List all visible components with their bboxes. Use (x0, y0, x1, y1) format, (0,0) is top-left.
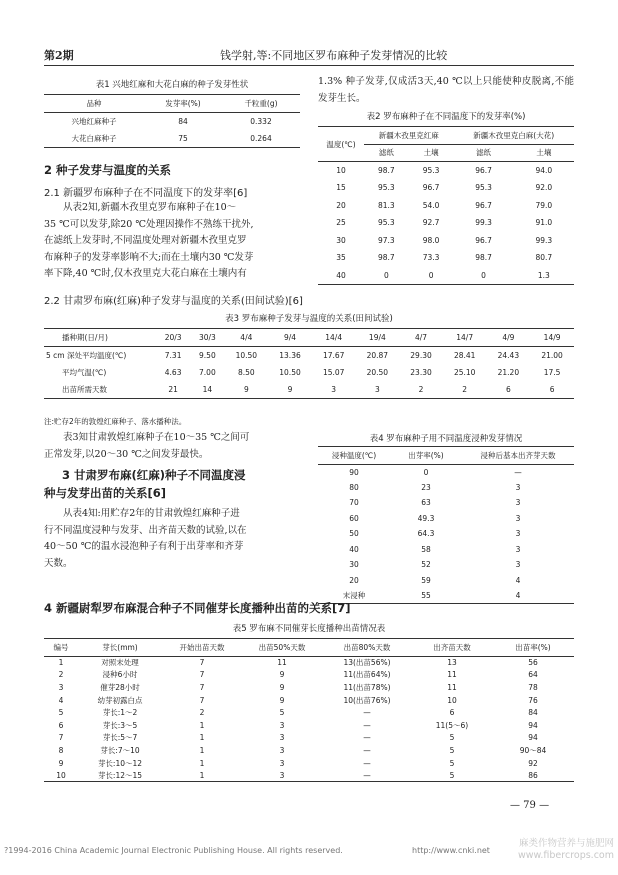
table-cell: 54.0 (422, 200, 440, 210)
table-cell: 7 (199, 670, 205, 680)
table-row (44, 694, 574, 707)
text-line: 从表2知,新疆木孜里克罗布麻种子在10～ (63, 202, 237, 213)
table-cell: 20.50 (366, 367, 389, 377)
table-cell: 73.3 (422, 253, 440, 263)
table-cell: 20.87 (366, 350, 389, 360)
table3-discussion (44, 430, 308, 463)
table-cell: 3 (279, 758, 285, 768)
text-line: 率下降,40 ℃时,仅木孜里克大花白麻在土壤内有 (44, 268, 247, 279)
table1-caption: 表1 兴地红麻和大花白麻的种子发芽性状 (95, 80, 249, 90)
table2-subheader: 土壤 (536, 148, 552, 158)
table-cell: 3 (279, 770, 285, 780)
table-cell: 28.41 (453, 350, 476, 360)
right-top-paragraph: 1.3% 种子发芽,仅成活3天,40 ℃以上只能使种皮脱离,不能发芽生长。 (318, 76, 574, 104)
table-cell: 9.50 (199, 350, 216, 360)
table3-date-header: 14/9 (543, 332, 561, 342)
table-cell: 3 (515, 498, 521, 508)
table-cell: 13.36 (279, 350, 301, 360)
table-cell: 10.50 (279, 367, 301, 377)
table-cell: 7 (58, 733, 64, 743)
table-cell: 79.0 (535, 200, 553, 210)
table-cell: — (363, 720, 371, 730)
table-cell: 23 (421, 482, 431, 492)
table3-date-header: 4/4 (240, 332, 253, 342)
table-cell: 99.3 (535, 235, 553, 245)
table2-subheader: 土壤 (423, 148, 439, 158)
table3-date-header: 9/4 (283, 332, 297, 342)
table-cell: 14 (202, 385, 213, 394)
table-cell: 97.3 (378, 235, 395, 245)
table-cell: 对照末处理 (101, 658, 139, 668)
table-cell: 92 (528, 758, 538, 768)
table-cell: 15.07 (322, 367, 345, 377)
table-cell: 0.264 (250, 133, 272, 143)
table-cell: 96.7 (422, 183, 440, 193)
table-cell: 1 (199, 770, 205, 780)
table-cell: 17.67 (322, 350, 345, 360)
table-cell: 6 (549, 385, 555, 394)
table-cell: 91.0 (535, 218, 553, 228)
table-cell: — (514, 467, 522, 477)
table-cell: 5 (449, 758, 455, 768)
table-row (44, 719, 574, 732)
table4-caption: 表4 罗布麻种子用不同温度浸种发芽情况 (369, 434, 523, 444)
table-cell: 芽长:10～12 (97, 758, 143, 768)
table-row (44, 656, 574, 669)
table-row (318, 249, 574, 267)
section3-paragraph (44, 506, 308, 572)
table-cell: 92.0 (535, 183, 553, 193)
table-cell: 8.50 (237, 367, 255, 377)
table-cell: 99.3 (475, 218, 492, 228)
table-cell: 95.3 (378, 218, 395, 228)
table5-header: 编号 (53, 642, 69, 652)
table-cell: 兴地红麻种子 (71, 116, 117, 126)
table1-header: 千粒重(g) (244, 98, 278, 108)
table-row (318, 197, 574, 215)
table5-header: 出苗率(%) (515, 642, 551, 652)
table-cell: 7.31 (164, 350, 182, 360)
table5-header: 芽长(mm) (102, 642, 138, 652)
table-cell: 13 (447, 658, 457, 668)
table4 (318, 446, 574, 604)
table-cell: 3 (515, 529, 521, 539)
section2-1-title: 2.1 新疆罗布麻种子在不同温度下的发芽率[6] (44, 188, 248, 199)
table-cell: 11 (447, 682, 457, 692)
table-cell: 96.7 (475, 166, 492, 175)
table-cell: 3 (279, 745, 285, 755)
table-cell: 52 (421, 560, 431, 570)
table-cell: 64.3 (417, 529, 435, 539)
table-cell: 20 (336, 200, 346, 210)
table-cell: 芽长:7～10 (100, 745, 140, 755)
table-cell: 6 (58, 720, 64, 730)
table1-header: 发芽率(%) (165, 98, 201, 108)
text-line: 35 ℃可以发芽,除20 ℃处理因操作不熟练干扰外, (44, 218, 254, 230)
table-row (44, 681, 574, 694)
table-cell: 11(出苗64%) (343, 670, 391, 680)
table5-header: 出齐苗天数 (433, 642, 471, 652)
table-cell: 0 (383, 270, 389, 280)
table-cell: 98.7 (475, 253, 492, 263)
table-cell: 50 (349, 529, 359, 539)
table-cell: 5 (449, 733, 455, 743)
section2-2-title: 2.2 甘肃罗布麻(红麻)种子发芽与温度的关系(田间试验)[6] (44, 296, 303, 307)
table-cell: 17.5 (543, 367, 561, 377)
table-cell: 1 (199, 758, 205, 768)
table2-rowhead: 温度(℃) (318, 127, 364, 162)
table2 (318, 126, 574, 285)
table-cell: 4 (515, 575, 521, 585)
table-cell: 催芽28小时 (100, 682, 140, 692)
table2-subheader: 滤纸 (476, 148, 492, 158)
table5-header: 开始出苗天数 (179, 642, 225, 652)
table-cell: — (363, 733, 371, 743)
table-cell: 6 (449, 708, 455, 718)
table-cell: 96.7 (475, 235, 492, 245)
table1 (44, 94, 300, 148)
table-cell: 90～84 (519, 745, 547, 755)
table-cell: 3 (279, 720, 285, 730)
table-cell: 84 (178, 116, 188, 126)
table-cell: 8 (58, 745, 64, 755)
table-cell: 5 (449, 770, 455, 780)
table-cell: 55 (421, 591, 431, 600)
table-cell: 30 (349, 560, 359, 570)
table-row (44, 364, 574, 382)
table-cell: 9 (243, 385, 249, 394)
table-cell: 76 (528, 695, 538, 705)
table-cell: 13(出苗56%) (343, 658, 391, 668)
section4-title: 4 新疆尉犁罗布麻混合种子不同催芽长度播种出苗的关系[7] (44, 601, 351, 615)
table-cell: 1.3 (537, 270, 550, 280)
table5-header: 出苗80%天数 (343, 642, 391, 652)
table-cell: — (363, 758, 371, 768)
table4-header: 浸种后基本出齐芽天数 (480, 450, 556, 460)
table-cell: 49.3 (417, 513, 435, 523)
table-row (44, 706, 574, 719)
table-cell: 10(出苗76%) (343, 695, 391, 705)
table-cell: 11 (447, 670, 457, 680)
table-cell: 10 (56, 770, 66, 780)
table-cell: 9 (279, 695, 285, 705)
table-cell: 21 (168, 385, 178, 394)
table-cell: 末浸种 (342, 591, 366, 600)
table-row (44, 744, 574, 757)
table-cell: 5 (58, 708, 64, 718)
table-cell: 1 (199, 733, 205, 743)
table-cell: 芽长:5～7 (102, 733, 138, 743)
table-row (44, 381, 574, 399)
table-cell: 78 (528, 682, 538, 692)
table3-row-label: 5 cm 深处平均温度(℃) (46, 350, 127, 360)
table-cell: 64 (528, 670, 538, 680)
table3-date-header: 4/7 (414, 332, 428, 342)
table-cell: — (363, 708, 371, 718)
table-cell: 25 (336, 218, 346, 228)
table-cell: 58 (421, 544, 431, 554)
running-header (44, 44, 574, 66)
table-cell: 95.3 (475, 183, 492, 193)
table3-row-label: 出苗所需天数 (62, 385, 107, 394)
table-cell: 96.7 (475, 200, 492, 210)
text-line: 布麻种子的发芽率影响不大;而在土壤内30 ℃发芽 (44, 251, 254, 263)
table-row (318, 480, 574, 496)
table-cell: 94 (528, 733, 538, 743)
table5-header: 出苗50%天数 (258, 642, 306, 652)
table-cell: 86 (528, 770, 538, 780)
table2-caption: 表2 罗布麻种子在不同温度下的发芽率(%) (366, 112, 526, 122)
table-cell: 98.0 (422, 235, 440, 245)
table-cell: 0 (481, 270, 486, 280)
table3-date-header: 4/9 (502, 332, 515, 342)
table-cell: 15 (336, 183, 346, 193)
table3-date-header: 30/3 (198, 332, 216, 342)
table-cell: 21.00 (541, 350, 563, 360)
table-row (318, 232, 574, 250)
table-row (318, 464, 574, 480)
table-cell: 30 (336, 235, 346, 245)
table3-date-header: 20/3 (164, 332, 182, 342)
copyright-footer: ?1994-2016 China Academic Journal Electronic Publishing House. All rights reserved. (4, 846, 343, 855)
section3-title (44, 466, 308, 502)
table-cell: 80 (349, 482, 359, 492)
table3-date-header: 14/4 (325, 332, 343, 342)
table-cell: 2 (58, 670, 64, 680)
table-cell: 11(出苗78%) (343, 682, 391, 692)
table-cell: 11(5～6) (435, 720, 469, 730)
table-row (318, 214, 574, 232)
table-cell: 芽长:3～5 (102, 720, 138, 730)
table-cell: 芽长:12～15 (97, 770, 143, 780)
table-cell: 4 (515, 591, 521, 600)
table-cell: 6 (505, 385, 511, 394)
table-row (44, 732, 574, 745)
table-cell: 5 (449, 745, 455, 755)
table3-note: 注:贮存2年的敦煌红麻种子、落水播种法。 (44, 417, 187, 426)
table-cell: 3 (279, 733, 285, 743)
issue-number: 第2期 (44, 49, 74, 62)
table3-date-header: 14/7 (456, 332, 474, 342)
table-cell: 11 (277, 658, 287, 668)
table-cell: 3 (58, 682, 64, 692)
running-title: 钱学射,等:不同地区罗布麻种子发芽情况的比较 (220, 49, 448, 62)
table-cell: 3 (374, 385, 380, 394)
table-cell: 大花白麻种子 (71, 133, 117, 143)
table-cell: 1 (58, 658, 64, 668)
table-row (318, 267, 574, 285)
table-cell: 80.7 (535, 253, 553, 263)
table-cell: 2 (418, 385, 424, 394)
table-row (318, 542, 574, 558)
text-line: 种与发芽出苗的关系[6] (44, 486, 167, 500)
table-row (44, 669, 574, 682)
table-cell: 7 (199, 658, 205, 668)
table-cell: 9 (279, 682, 285, 692)
table-cell: — (363, 745, 371, 755)
table-row (318, 526, 574, 542)
table-cell: 3 (515, 560, 521, 570)
table-cell: 29.30 (410, 350, 432, 360)
table-cell: 81.3 (378, 200, 395, 210)
table-cell: 70 (349, 498, 359, 508)
table-row (318, 573, 574, 589)
text-line: 在滤纸上发芽时,不同温度处理对新疆木孜里克罗 (44, 235, 247, 246)
table-row (44, 112, 300, 130)
table2-subheader: 滤纸 (378, 148, 394, 158)
table5 (44, 638, 574, 782)
table-cell: 4.63 (164, 367, 182, 377)
table-cell: 1 (199, 720, 205, 730)
text-line: 表3知甘肃敦煌红麻种子在10～35 ℃之间可 (63, 432, 250, 443)
table-cell: 7.00 (199, 367, 216, 377)
text-line: 天数。 (44, 557, 73, 569)
table-cell: 幼芽初露白点 (97, 695, 143, 705)
table3 (44, 328, 574, 399)
table-cell: 3 (515, 513, 521, 523)
table4-header: 浸种温度(℃) (331, 450, 377, 460)
text-line: 正常发芽,以20～30 ℃之间发芽最快。 (44, 448, 209, 460)
table-cell: 94 (528, 720, 538, 730)
text-line: 3 甘肃罗布麻(红麻)种子不同温度浸 (62, 468, 246, 482)
table-cell: 56 (528, 658, 538, 668)
table-cell: 84 (528, 708, 538, 718)
text-line: 行不同温度浸种与发芽、出齐苗天数的试验,以在 (44, 524, 247, 536)
text-line: 从表4知:用贮存2年的甘肃敦煌红麻种子进 (63, 508, 240, 519)
table-cell: 10 (447, 695, 457, 705)
table-row (318, 588, 574, 604)
table-cell: 3 (515, 544, 521, 554)
section2-title: 2 种子发芽与温度的关系 (44, 163, 172, 177)
table-cell: 24.43 (497, 350, 520, 360)
table-row (318, 162, 574, 180)
table-cell: 60 (349, 513, 359, 523)
table-cell: 0.332 (250, 116, 272, 126)
table-row (318, 179, 574, 197)
table3-caption: 表3 罗布麻种子发芽与温度的关系(田间试验) (225, 314, 393, 324)
table-cell: 5 (279, 708, 285, 718)
table-cell: 92.7 (422, 218, 440, 228)
table-cell: 35 (336, 253, 346, 263)
table-row (318, 495, 574, 511)
table5-caption: 表5 罗布麻不同催芽长度播种出苗情况表 (232, 624, 386, 634)
table-cell: 21.20 (497, 367, 520, 377)
table3-row-label: 平均气温(℃) (62, 367, 107, 377)
table3-head-label: 播种期(日/月) (62, 332, 108, 342)
table-cell: 90 (349, 467, 359, 477)
table-cell: 63 (421, 498, 431, 508)
watermark: 麻类作物营养与施肥网 www.fibercrops.com (517, 838, 614, 861)
section2-1-paragraph (44, 200, 308, 283)
table-cell: 40 (349, 544, 359, 554)
table4-header: 出芽率(%) (408, 450, 444, 460)
table-cell: 98.7 (378, 253, 395, 263)
table-cell: 20 (349, 575, 359, 585)
table-cell: 1 (199, 745, 205, 755)
text-line: 40～50 ℃的温水浸泡种子有利于出芽率和齐芽 (44, 541, 244, 552)
table-cell: 7 (199, 682, 205, 692)
table-row (44, 769, 574, 782)
footer-url[interactable]: http://www.cnki.net (412, 846, 490, 855)
table-cell: 3 (515, 482, 521, 492)
table-cell: 0 (428, 270, 434, 280)
table-row (44, 130, 300, 148)
table-cell: 95.3 (422, 166, 440, 175)
table-cell: 25.10 (453, 367, 476, 377)
table-cell: 40 (336, 270, 346, 280)
table-cell: 9 (58, 758, 64, 768)
table-row (318, 557, 574, 573)
table-cell: 95.3 (378, 183, 395, 193)
table-cell: — (363, 770, 371, 780)
table-cell: 3 (331, 385, 337, 394)
table-row (44, 757, 574, 770)
table-cell: 75 (178, 133, 188, 143)
table-cell: 94.0 (535, 166, 553, 175)
table-cell: 59 (421, 575, 431, 585)
table-cell: 0 (423, 467, 429, 477)
table-cell: 7 (199, 695, 205, 705)
table-cell: 4 (58, 695, 64, 705)
table-cell: 98.7 (378, 166, 395, 175)
table-cell: 23.30 (410, 367, 432, 377)
table-cell: 10.50 (235, 350, 258, 360)
table-cell: 9 (287, 385, 293, 394)
table-cell: 2 (199, 708, 205, 718)
table1-header: 品种 (86, 98, 102, 108)
page-number: — 79 — (510, 800, 550, 811)
table3-date-header: 19/4 (368, 332, 386, 342)
table-row (318, 511, 574, 527)
table2-group1: 新疆木孜里克红麻 (364, 127, 453, 145)
table-cell: 芽长:1～2 (102, 708, 138, 718)
table2-group2: 新疆木孜里克白麻(大花) (453, 127, 574, 145)
table-cell: 10 (336, 166, 346, 175)
table-row (44, 346, 574, 364)
table-cell: 2 (462, 385, 468, 394)
table-cell: 浸种6小时 (102, 670, 138, 680)
table-cell: 9 (279, 670, 285, 680)
